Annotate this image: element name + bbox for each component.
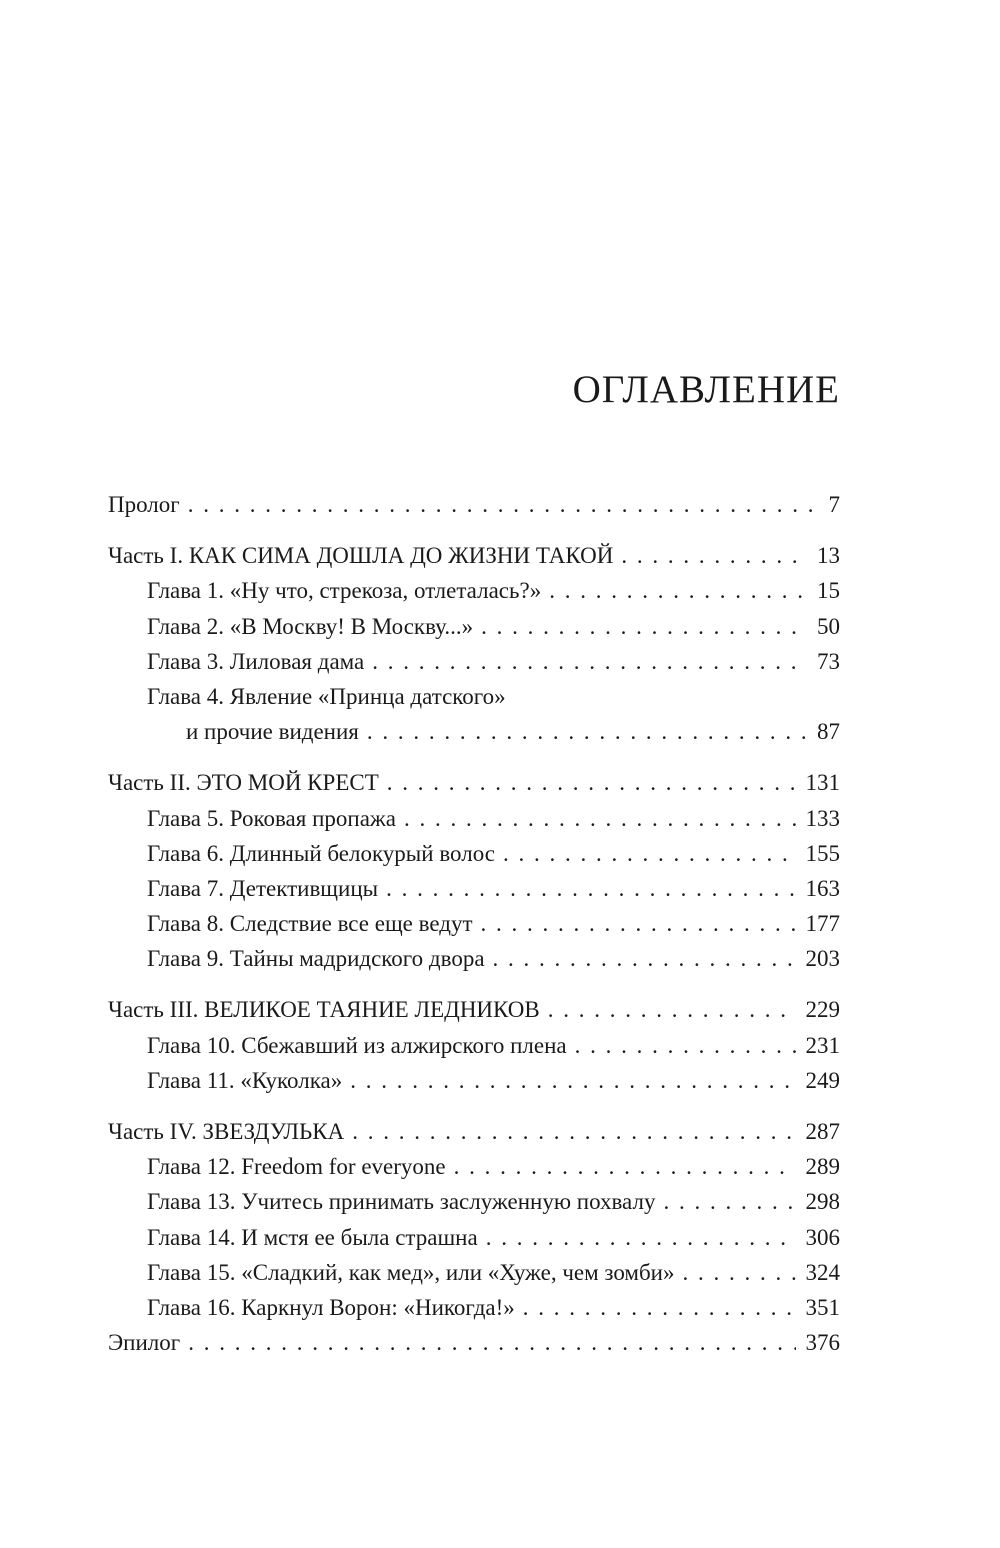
toc-page-number: 231 — [805, 1032, 840, 1058]
toc-page-number: 13 — [817, 543, 840, 569]
toc-entry-part-1[interactable] — [108, 538, 840, 573]
toc-page-number: 50 — [817, 613, 840, 639]
dot-leader — [503, 836, 796, 871]
toc-entry-label: Глава 2. «В Москву! В Москву...» — [147, 613, 474, 639]
dot-leader — [350, 1063, 795, 1098]
toc-entry-chapter-4[interactable] — [108, 679, 840, 714]
dot-leader — [367, 714, 807, 749]
page-title: ОГЛАВЛЕНИЕ — [572, 368, 840, 411]
dot-leader — [454, 1149, 796, 1184]
toc-page-number: 289 — [805, 1154, 840, 1180]
toc-entry-chapter-14[interactable] — [108, 1220, 840, 1255]
toc-page-number: 351 — [805, 1294, 840, 1320]
toc-entry-chapter-15[interactable] — [108, 1255, 840, 1290]
toc-entry-chapter-5[interactable] — [108, 801, 840, 836]
toc-entry-chapter-2[interactable] — [108, 609, 840, 644]
toc-page-number: 287 — [805, 1119, 840, 1144]
toc-page-number: 376 — [805, 1330, 840, 1356]
toc-entry-label: Эпилог — [108, 1330, 181, 1356]
toc-entry-chapter-11[interactable] — [108, 1063, 840, 1098]
toc-entry-label: Глава 13. Учитесь принимать заслуженную похвалу — [147, 1189, 656, 1215]
toc-page-number: 155 — [805, 840, 840, 866]
toc-entry-chapter-7[interactable] — [108, 871, 840, 906]
toc-entry-chapter-6[interactable] — [108, 836, 840, 871]
toc-entry-label: Глава 6. Длинный белокурый волос — [147, 840, 495, 866]
dot-leader — [386, 871, 795, 906]
toc-entry-chapter-10[interactable] — [108, 1028, 840, 1063]
toc-page-number: 298 — [805, 1189, 840, 1215]
toc-entry-label: Глава 4. Явление «Принца датского» — [147, 683, 506, 709]
dot-leader — [493, 941, 796, 976]
dot-leader — [387, 765, 796, 800]
toc-entry-part-4[interactable] — [108, 1114, 840, 1149]
toc-entry-label: Глава 10. Сбежавший из алжирского плена — [147, 1032, 567, 1058]
toc-page-number: 203 — [805, 946, 840, 972]
toc-page-number: 7 — [828, 492, 840, 517]
toc-entry-chapter-4-continued[interactable] — [108, 714, 840, 749]
toc-page-number: 163 — [805, 875, 840, 901]
toc-page-number: 87 — [817, 719, 840, 745]
dot-leader — [663, 1184, 795, 1219]
toc-entry-part-2[interactable] — [108, 765, 840, 800]
toc-entry-chapter-8[interactable] — [108, 906, 840, 941]
toc-entry-label: Часть III. ВЕЛИКОЕ ТАЯНИЕ ЛЕДНИКОВ — [108, 997, 540, 1023]
toc-page-number: 324 — [805, 1259, 840, 1285]
toc-entry-chapter-9[interactable] — [108, 941, 840, 976]
dot-leader — [683, 1255, 796, 1290]
toc-page-number: 73 — [817, 648, 840, 674]
toc-entry-label: Глава 7. Детективщицы — [147, 875, 379, 901]
dot-leader — [372, 644, 807, 679]
dot-leader — [188, 1325, 795, 1360]
toc-entry-chapter-13[interactable] — [108, 1184, 840, 1219]
toc-entry-label: Глава 16. Каркнул Ворон: «Никогда!» — [147, 1294, 515, 1320]
toc-entry-label: Глава 11. «Куколка» — [147, 1067, 343, 1093]
toc-entry-label: Глава 14. И мстя ее была страшна — [147, 1224, 478, 1250]
toc-entry-label-continued: и прочие видения — [186, 719, 359, 745]
toc-entry-label: Глава 9. Тайны мадридского двора — [147, 946, 485, 972]
toc-entry-label: Глава 3. Лиловая дама — [147, 648, 365, 674]
dot-leader — [481, 609, 807, 644]
toc-page-number: 15 — [817, 578, 840, 604]
toc-page-number: 131 — [805, 770, 840, 796]
dot-leader — [549, 573, 807, 608]
toc-entry-label: Глава 1. «Ну что, стрекоза, отлеталась?» — [147, 578, 542, 604]
toc-entry-chapter-16[interactable] — [108, 1290, 840, 1325]
toc-entry-chapter-3[interactable] — [108, 644, 840, 679]
toc-entry-label: Глава 8. Следствие все еще ведут — [147, 911, 473, 937]
toc-entry-label: Глава 15. «Сладкий, как мед», или «Хуже, чем зомби» — [147, 1259, 675, 1285]
toc-page-number: 229 — [805, 997, 840, 1023]
dot-leader — [548, 992, 796, 1027]
dot-leader — [621, 538, 807, 573]
toc-entry-epilogue[interactable] — [108, 1325, 840, 1360]
toc-entry-chapter-1[interactable] — [108, 573, 840, 608]
toc-entry-label: Пролог — [108, 492, 180, 517]
toc-entry-prologue[interactable] — [108, 487, 840, 522]
toc-entry-chapter-12[interactable] — [108, 1149, 840, 1184]
dot-leader — [481, 906, 796, 941]
toc-page-number: 177 — [805, 911, 840, 937]
dot-leader — [188, 487, 819, 522]
toc-entry-label: Часть II. ЭТО МОЙ КРЕСТ — [108, 770, 379, 796]
dot-leader — [575, 1028, 796, 1063]
toc-page-number: 306 — [805, 1224, 840, 1250]
toc-entry-label: Часть IV. ЗВЕЗДУЛЬКА — [108, 1119, 345, 1144]
toc-page-number: 249 — [805, 1067, 840, 1093]
toc-entry-label: Глава 5. Роковая пропажа — [147, 805, 397, 831]
dot-leader — [523, 1290, 796, 1325]
toc-entry-label: Часть I. КАК СИМА ДОШЛА ДО ЖИЗНИ ТАКОЙ — [108, 543, 614, 569]
toc-page-number: 133 — [805, 805, 840, 831]
toc-entry-part-3[interactable] — [108, 992, 840, 1027]
dot-leader — [352, 1114, 795, 1149]
table-of-contents — [108, 487, 840, 1360]
dot-leader — [404, 801, 795, 836]
toc-entry-label: Глава 12. Freedom for everyone — [147, 1154, 446, 1180]
dot-leader — [486, 1220, 796, 1255]
